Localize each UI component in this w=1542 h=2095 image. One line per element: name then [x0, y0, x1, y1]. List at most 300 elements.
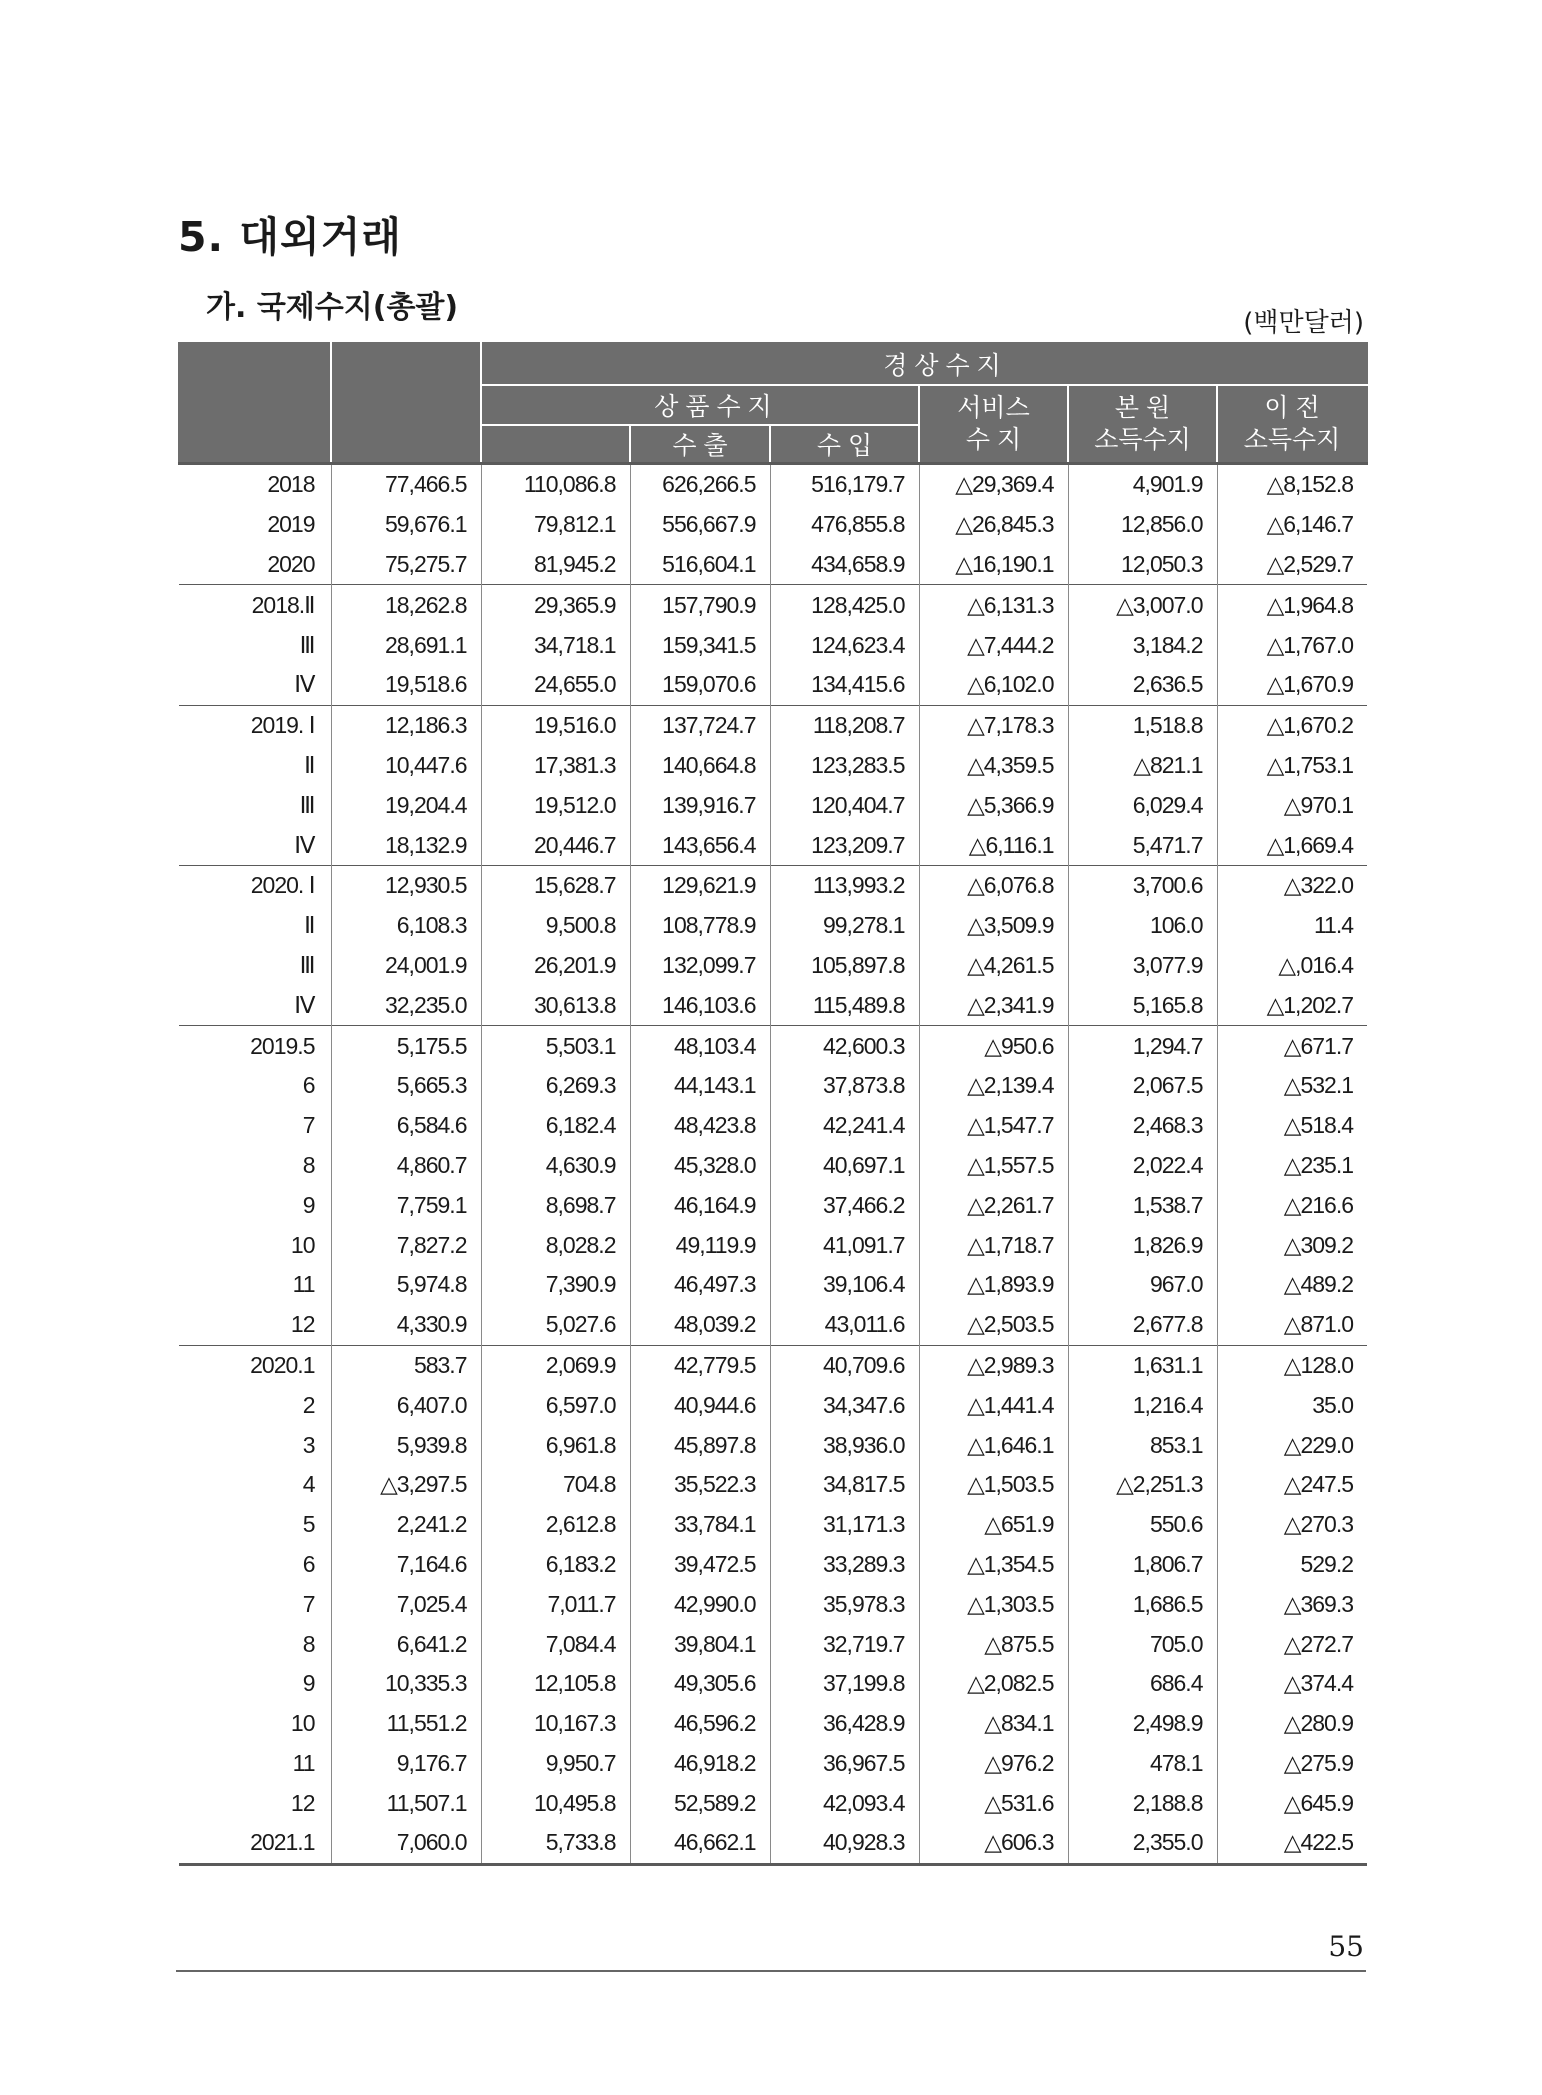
- cell-services-balance: △6,116.1: [919, 825, 1068, 865]
- cell-period: Ⅱ: [304, 751, 315, 778]
- cell-imports: 99,278.1: [770, 906, 919, 946]
- cell-goods-balance: 79,812.1: [481, 505, 630, 545]
- cell-exports: 626,266.5: [630, 464, 770, 505]
- cell-current-account: 583.7: [331, 1345, 481, 1385]
- cell-goods-balance: 19,512.0: [481, 785, 630, 825]
- cell-period: 5: [302, 1511, 315, 1538]
- cell-primary-income: 12,050.3: [1068, 545, 1217, 585]
- cell-secondary-income: △247.5: [1217, 1465, 1367, 1505]
- cell-services-balance: △606.3: [919, 1823, 1068, 1864]
- cell-primary-income: 1,518.8: [1068, 705, 1217, 745]
- cell-imports: 434,658.9: [770, 545, 919, 585]
- cell-exports: 146,103.6: [630, 985, 770, 1025]
- cell-primary-income: 2,022.4: [1068, 1146, 1217, 1186]
- cell-exports: 49,305.6: [630, 1664, 770, 1704]
- cell-secondary-income: △8,152.8: [1217, 464, 1367, 505]
- cell-goods-balance: 5,027.6: [481, 1305, 630, 1345]
- cell-current-account: 5,939.8: [331, 1425, 481, 1465]
- cell-secondary-income: △235.1: [1217, 1146, 1367, 1186]
- cell-primary-income: 1,826.9: [1068, 1225, 1217, 1265]
- cell-primary-income: 2,067.5: [1068, 1066, 1217, 1106]
- cell-goods-balance: 19,516.0: [481, 705, 630, 745]
- cell-exports: 49,119.9: [630, 1225, 770, 1265]
- cell-imports: 134,415.6: [770, 665, 919, 705]
- cell-exports: 137,724.7: [630, 705, 770, 745]
- cell-period: Ⅳ: [294, 671, 315, 698]
- cell-period: 2018: [179, 464, 331, 505]
- cell-services-balance: △26,845.3: [919, 505, 1068, 545]
- cell-exports: 42,779.5: [630, 1345, 770, 1385]
- table-row: [179, 1465, 1367, 1505]
- table-row: [179, 1385, 1367, 1425]
- cell-secondary-income: 11.4: [1217, 906, 1367, 946]
- cell-services-balance: △2,989.3: [919, 1345, 1068, 1385]
- cell-primary-income: 1,686.5: [1068, 1584, 1217, 1624]
- cell-primary-income: 2,636.5: [1068, 665, 1217, 705]
- cell-goods-balance: 20,446.7: [481, 825, 630, 865]
- cell-exports: 44,143.1: [630, 1066, 770, 1106]
- cell-imports: 37,466.2: [770, 1185, 919, 1225]
- header-primary-income: [1068, 385, 1217, 464]
- cell-period: Ⅲ: [299, 791, 315, 818]
- table-body: [179, 464, 1367, 1865]
- cell-services-balance: △5,366.9: [919, 785, 1068, 825]
- cell-goods-balance: 5,503.1: [481, 1026, 630, 1066]
- table-row: [179, 625, 1367, 665]
- cell-primary-income: 2,677.8: [1068, 1305, 1217, 1345]
- cell-primary-income: 3,700.6: [1068, 865, 1217, 905]
- cell-period: 2019: [267, 511, 315, 538]
- table-row: [179, 1066, 1367, 1106]
- cell-period: 4: [302, 1471, 315, 1498]
- cell-goods-balance: 6,269.3: [481, 1066, 630, 1106]
- cell-primary-income: 5,165.8: [1068, 985, 1217, 1025]
- cell-exports: 48,039.2: [630, 1305, 770, 1345]
- cell-services-balance: △2,082.5: [919, 1664, 1068, 1704]
- cell-secondary-income: △489.2: [1217, 1265, 1367, 1305]
- cell-primary-income: 2,498.9: [1068, 1704, 1217, 1744]
- cell-imports: 36,967.5: [770, 1744, 919, 1784]
- cell-goods-balance: 110,086.8: [481, 464, 630, 505]
- cell-services-balance: △6,131.3: [919, 585, 1068, 625]
- header-goods-blank: [481, 425, 630, 464]
- cell-primary-income: 4,901.9: [1068, 464, 1217, 505]
- cell-exports: 45,328.0: [630, 1146, 770, 1186]
- cell-imports: 516,179.7: [770, 464, 919, 505]
- cell-primary-income: 1,216.4: [1068, 1385, 1217, 1425]
- cell-current-account: 7,025.4: [331, 1584, 481, 1624]
- cell-services-balance: △7,444.2: [919, 625, 1068, 665]
- cell-secondary-income: △645.9: [1217, 1783, 1367, 1823]
- cell-current-account: 75,275.7: [331, 545, 481, 585]
- cell-services-balance: △2,341.9: [919, 985, 1068, 1025]
- cell-exports: 46,497.3: [630, 1265, 770, 1305]
- sub-title: 가. 국제수지(총괄): [206, 290, 459, 325]
- cell-services-balance: △7,178.3: [919, 705, 1068, 745]
- cell-imports: 41,091.7: [770, 1225, 919, 1265]
- cell-secondary-income: △1,670.2: [1217, 705, 1367, 745]
- cell-current-account: 19,204.4: [331, 785, 481, 825]
- table-row: [179, 585, 1367, 625]
- cell-goods-balance: 6,597.0: [481, 1385, 630, 1425]
- section-title: 5. 대외거래: [178, 213, 402, 261]
- table-row: [179, 1265, 1367, 1305]
- header-services-line2: 수 지: [965, 426, 1022, 454]
- cell-goods-balance: 7,084.4: [481, 1624, 630, 1664]
- table-row: [179, 985, 1367, 1025]
- cell-secondary-income: △216.6: [1217, 1185, 1367, 1225]
- cell-imports: 32,719.7: [770, 1624, 919, 1664]
- cell-imports: 34,817.5: [770, 1465, 919, 1505]
- cell-period: 7: [302, 1112, 315, 1139]
- cell-primary-income: 1,538.7: [1068, 1185, 1217, 1225]
- cell-period: 6: [302, 1550, 315, 1577]
- cell-services-balance: △2,503.5: [919, 1305, 1068, 1345]
- cell-current-account: 2,241.2: [331, 1505, 481, 1545]
- header-period-cell: [179, 343, 331, 464]
- table-row: [179, 865, 1367, 905]
- header-goods-balance: 상 품 수 지: [481, 385, 919, 425]
- cell-period: 2: [302, 1391, 315, 1418]
- cell-current-account: 24,001.9: [331, 946, 481, 986]
- cell-imports: 476,855.8: [770, 505, 919, 545]
- cell-exports: 46,164.9: [630, 1185, 770, 1225]
- cell-services-balance: △4,359.5: [919, 746, 1068, 786]
- cell-primary-income: △821.1: [1068, 746, 1217, 786]
- cell-goods-balance: 8,028.2: [481, 1225, 630, 1265]
- cell-imports: 115,489.8: [770, 985, 919, 1025]
- cell-imports: 38,936.0: [770, 1425, 919, 1465]
- cell-primary-income: 686.4: [1068, 1664, 1217, 1704]
- cell-period: Ⅳ: [294, 831, 315, 858]
- cell-services-balance: △6,076.8: [919, 865, 1068, 905]
- cell-secondary-income: △2,529.7: [1217, 545, 1367, 585]
- cell-current-account: 6,641.2: [331, 1624, 481, 1664]
- cell-exports: 46,918.2: [630, 1744, 770, 1784]
- table-row: [179, 1185, 1367, 1225]
- cell-secondary-income: △422.5: [1217, 1823, 1367, 1864]
- cell-imports: 31,171.3: [770, 1505, 919, 1545]
- cell-current-account: 11,551.2: [331, 1704, 481, 1744]
- cell-current-account: 5,974.8: [331, 1265, 481, 1305]
- cell-goods-balance: 6,182.4: [481, 1106, 630, 1146]
- cell-exports: 48,423.8: [630, 1106, 770, 1146]
- cell-goods-balance: 6,961.8: [481, 1425, 630, 1465]
- header-services-balance: [919, 385, 1068, 464]
- cell-period: 10: [290, 1710, 315, 1737]
- cell-services-balance: △4,261.5: [919, 946, 1068, 986]
- cell-imports: 33,289.3: [770, 1545, 919, 1585]
- table-row: [179, 1146, 1367, 1186]
- cell-goods-balance: 5,733.8: [481, 1823, 630, 1864]
- cell-period: 9: [302, 1670, 315, 1697]
- table-row: [179, 1425, 1367, 1465]
- cell-goods-balance: 6,183.2: [481, 1545, 630, 1585]
- cell-current-account: 10,447.6: [331, 746, 481, 786]
- cell-exports: 46,596.2: [630, 1704, 770, 1744]
- cell-imports: 37,873.8: [770, 1066, 919, 1106]
- cell-goods-balance: 4,630.9: [481, 1146, 630, 1186]
- cell-secondary-income: △671.7: [1217, 1026, 1367, 1066]
- cell-services-balance: △1,354.5: [919, 1545, 1068, 1585]
- table-row: [179, 746, 1367, 786]
- cell-primary-income: 3,184.2: [1068, 625, 1217, 665]
- header-secondary-line1: 이 전: [1264, 394, 1320, 422]
- cell-imports: 39,106.4: [770, 1265, 919, 1305]
- cell-primary-income: 3,077.9: [1068, 946, 1217, 986]
- header-current-account: 경 상 수 지: [481, 343, 1367, 385]
- cell-primary-income: 2,468.3: [1068, 1106, 1217, 1146]
- cell-imports: 36,428.9: [770, 1704, 919, 1744]
- cell-exports: 40,944.6: [630, 1385, 770, 1425]
- cell-exports: 143,656.4: [630, 825, 770, 865]
- cell-services-balance: △1,303.5: [919, 1584, 1068, 1624]
- cell-period: Ⅲ: [299, 951, 315, 978]
- cell-period: Ⅲ: [299, 631, 315, 658]
- cell-goods-balance: 9,500.8: [481, 906, 630, 946]
- cell-current-account: 5,175.5: [331, 1026, 481, 1066]
- table-row: [179, 1664, 1367, 1704]
- cell-secondary-income: △871.0: [1217, 1305, 1367, 1345]
- table-row: [179, 505, 1367, 545]
- cell-exports: 108,778.9: [630, 906, 770, 946]
- cell-current-account: 6,584.6: [331, 1106, 481, 1146]
- cell-period: 11: [292, 1271, 315, 1298]
- table-row: [179, 464, 1367, 505]
- footer-rule: [176, 1970, 1366, 1972]
- cell-services-balance: △651.9: [919, 1505, 1068, 1545]
- cell-period: 2019.5: [179, 1026, 331, 1066]
- cell-primary-income: 478.1: [1068, 1744, 1217, 1784]
- cell-services-balance: △1,646.1: [919, 1425, 1068, 1465]
- cell-primary-income: 967.0: [1068, 1265, 1217, 1305]
- cell-secondary-income: △,016.4: [1217, 946, 1367, 986]
- table-row: [179, 1783, 1367, 1823]
- cell-services-balance: △2,139.4: [919, 1066, 1068, 1106]
- cell-current-account: 32,235.0: [331, 985, 481, 1025]
- table-row: [179, 1305, 1367, 1345]
- cell-period: 3: [302, 1431, 315, 1458]
- cell-exports: 129,621.9: [630, 865, 770, 905]
- cell-period: 11: [292, 1749, 315, 1776]
- header-primary-line1: 본 원: [1114, 394, 1171, 422]
- cell-current-account: 19,518.6: [331, 665, 481, 705]
- cell-primary-income: 705.0: [1068, 1624, 1217, 1664]
- cell-current-account: 28,691.1: [331, 625, 481, 665]
- cell-primary-income: 2,355.0: [1068, 1823, 1217, 1864]
- cell-period: 2021.1: [179, 1823, 331, 1864]
- cell-imports: 40,928.3: [770, 1823, 919, 1864]
- cell-secondary-income: △1,767.0: [1217, 625, 1367, 665]
- cell-exports: 139,916.7: [630, 785, 770, 825]
- table-row: [179, 1624, 1367, 1664]
- cell-secondary-income: △518.4: [1217, 1106, 1367, 1146]
- cell-imports: 37,199.8: [770, 1664, 919, 1704]
- cell-secondary-income: △369.3: [1217, 1584, 1367, 1624]
- cell-secondary-income: △229.0: [1217, 1425, 1367, 1465]
- cell-secondary-income: △322.0: [1217, 865, 1367, 905]
- cell-goods-balance: 15,628.7: [481, 865, 630, 905]
- cell-exports: 35,522.3: [630, 1465, 770, 1505]
- cell-primary-income: 106.0: [1068, 906, 1217, 946]
- cell-services-balance: △1,718.7: [919, 1225, 1068, 1265]
- cell-goods-balance: 12,105.8: [481, 1664, 630, 1704]
- cell-secondary-income: △6,146.7: [1217, 505, 1367, 545]
- cell-primary-income: 5,471.7: [1068, 825, 1217, 865]
- cell-period: 2020. Ⅰ: [179, 865, 331, 905]
- table-row: [179, 785, 1367, 825]
- cell-primary-income: 2,188.8: [1068, 1783, 1217, 1823]
- table-row: [179, 665, 1367, 705]
- cell-current-account: 4,860.7: [331, 1146, 481, 1186]
- cell-exports: 157,790.9: [630, 585, 770, 625]
- cell-primary-income: △2,251.3: [1068, 1465, 1217, 1505]
- cell-imports: 124,623.4: [770, 625, 919, 665]
- cell-exports: 33,784.1: [630, 1505, 770, 1545]
- table-row: [179, 1704, 1367, 1744]
- cell-current-account: △3,297.5: [331, 1465, 481, 1505]
- cell-period: 7: [302, 1590, 315, 1617]
- cell-secondary-income: △309.2: [1217, 1225, 1367, 1265]
- cell-imports: 40,697.1: [770, 1146, 919, 1186]
- cell-current-account: 7,759.1: [331, 1185, 481, 1225]
- header-exports: 수 출: [630, 425, 770, 464]
- header-primary-line2: 소득수지: [1094, 426, 1191, 454]
- cell-current-account: 18,132.9: [331, 825, 481, 865]
- cell-period: 8: [302, 1151, 315, 1178]
- cell-services-balance: △1,557.5: [919, 1146, 1068, 1186]
- cell-services-balance: △976.2: [919, 1744, 1068, 1784]
- cell-services-balance: △2,261.7: [919, 1185, 1068, 1225]
- table-row: [179, 1545, 1367, 1585]
- cell-goods-balance: 9,950.7: [481, 1744, 630, 1784]
- cell-imports: 35,978.3: [770, 1584, 919, 1624]
- balance-of-payments-table: [178, 342, 1368, 1866]
- cell-goods-balance: 26,201.9: [481, 946, 630, 986]
- cell-current-account: 7,060.0: [331, 1823, 481, 1864]
- cell-goods-balance: 10,167.3: [481, 1704, 630, 1744]
- cell-exports: 159,341.5: [630, 625, 770, 665]
- cell-current-account: 7,827.2: [331, 1225, 481, 1265]
- header-secondary-income: [1217, 385, 1367, 464]
- cell-goods-balance: 29,365.9: [481, 585, 630, 625]
- cell-goods-balance: 10,495.8: [481, 1783, 630, 1823]
- cell-secondary-income: 35.0: [1217, 1385, 1367, 1425]
- cell-secondary-income: △1,202.7: [1217, 985, 1367, 1025]
- cell-current-account: 4,330.9: [331, 1305, 481, 1345]
- cell-current-account: 11,507.1: [331, 1783, 481, 1823]
- cell-current-account: 6,108.3: [331, 906, 481, 946]
- cell-exports: 46,662.1: [630, 1823, 770, 1864]
- cell-services-balance: △531.6: [919, 1783, 1068, 1823]
- cell-exports: 556,667.9: [630, 505, 770, 545]
- cell-imports: 118,208.7: [770, 705, 919, 745]
- header-services-line1: 서비스: [957, 394, 1030, 422]
- cell-period: 12: [290, 1311, 315, 1338]
- cell-services-balance: △875.5: [919, 1624, 1068, 1664]
- cell-current-account: 12,186.3: [331, 705, 481, 745]
- cell-secondary-income: △275.9: [1217, 1744, 1367, 1784]
- cell-secondary-income: △532.1: [1217, 1066, 1367, 1106]
- cell-primary-income: 12,856.0: [1068, 505, 1217, 545]
- cell-imports: 105,897.8: [770, 946, 919, 986]
- table-row: [179, 1345, 1367, 1385]
- cell-current-account: 12,930.5: [331, 865, 481, 905]
- cell-exports: 45,897.8: [630, 1425, 770, 1465]
- table-header: [179, 343, 1367, 464]
- cell-services-balance: △1,893.9: [919, 1265, 1068, 1305]
- cell-exports: 516,604.1: [630, 545, 770, 585]
- cell-current-account: 18,262.8: [331, 585, 481, 625]
- cell-secondary-income: 529.2: [1217, 1545, 1367, 1585]
- cell-primary-income: 6,029.4: [1068, 785, 1217, 825]
- cell-exports: 39,472.5: [630, 1545, 770, 1585]
- cell-imports: 123,283.5: [770, 746, 919, 786]
- cell-secondary-income: △280.9: [1217, 1704, 1367, 1744]
- cell-goods-balance: 7,011.7: [481, 1584, 630, 1624]
- cell-period: Ⅱ: [304, 912, 315, 939]
- cell-period: 9: [302, 1191, 315, 1218]
- cell-period: 12: [290, 1789, 315, 1816]
- cell-period: 2020.1: [179, 1345, 331, 1385]
- cell-goods-balance: 30,613.8: [481, 985, 630, 1025]
- table-row: [179, 1225, 1367, 1265]
- cell-primary-income: 1,294.7: [1068, 1026, 1217, 1066]
- cell-secondary-income: △1,753.1: [1217, 746, 1367, 786]
- cell-current-account: 7,164.6: [331, 1545, 481, 1585]
- cell-current-account: 5,665.3: [331, 1066, 481, 1106]
- cell-period: 2020: [267, 550, 315, 577]
- table-row: [179, 946, 1367, 986]
- cell-secondary-income: △1,964.8: [1217, 585, 1367, 625]
- cell-secondary-income: △374.4: [1217, 1664, 1367, 1704]
- header-secondary-line2: 소득수지: [1243, 426, 1341, 454]
- cell-services-balance: △1,547.7: [919, 1106, 1068, 1146]
- header-imports: 수 입: [770, 425, 919, 464]
- cell-primary-income: 1,631.1: [1068, 1345, 1217, 1385]
- cell-goods-balance: 704.8: [481, 1465, 630, 1505]
- cell-period: 6: [302, 1072, 315, 1099]
- cell-secondary-income: △128.0: [1217, 1345, 1367, 1385]
- cell-goods-balance: 24,655.0: [481, 665, 630, 705]
- table-row: [179, 1823, 1367, 1864]
- table-row: [179, 825, 1367, 865]
- cell-secondary-income: △1,670.9: [1217, 665, 1367, 705]
- cell-goods-balance: 81,945.2: [481, 545, 630, 585]
- cell-goods-balance: 2,069.9: [481, 1345, 630, 1385]
- cell-current-account: 59,676.1: [331, 505, 481, 545]
- cell-secondary-income: △270.3: [1217, 1505, 1367, 1545]
- cell-exports: 48,103.4: [630, 1026, 770, 1066]
- cell-imports: 120,404.7: [770, 785, 919, 825]
- table-row: [179, 1505, 1367, 1545]
- cell-current-account: 6,407.0: [331, 1385, 481, 1425]
- cell-primary-income: 1,806.7: [1068, 1545, 1217, 1585]
- cell-current-account: 9,176.7: [331, 1744, 481, 1784]
- unit-label: (백만달러): [1243, 308, 1364, 338]
- cell-exports: 140,664.8: [630, 746, 770, 786]
- cell-secondary-income: △970.1: [1217, 785, 1367, 825]
- cell-imports: 40,709.6: [770, 1345, 919, 1385]
- cell-goods-balance: 8,698.7: [481, 1185, 630, 1225]
- cell-current-account: 77,466.5: [331, 464, 481, 505]
- cell-exports: 159,070.6: [630, 665, 770, 705]
- table-row: [179, 906, 1367, 946]
- page-number: 55: [1328, 1930, 1364, 1963]
- cell-current-account: 10,335.3: [331, 1664, 481, 1704]
- cell-services-balance: △1,503.5: [919, 1465, 1068, 1505]
- cell-period: Ⅳ: [294, 991, 315, 1018]
